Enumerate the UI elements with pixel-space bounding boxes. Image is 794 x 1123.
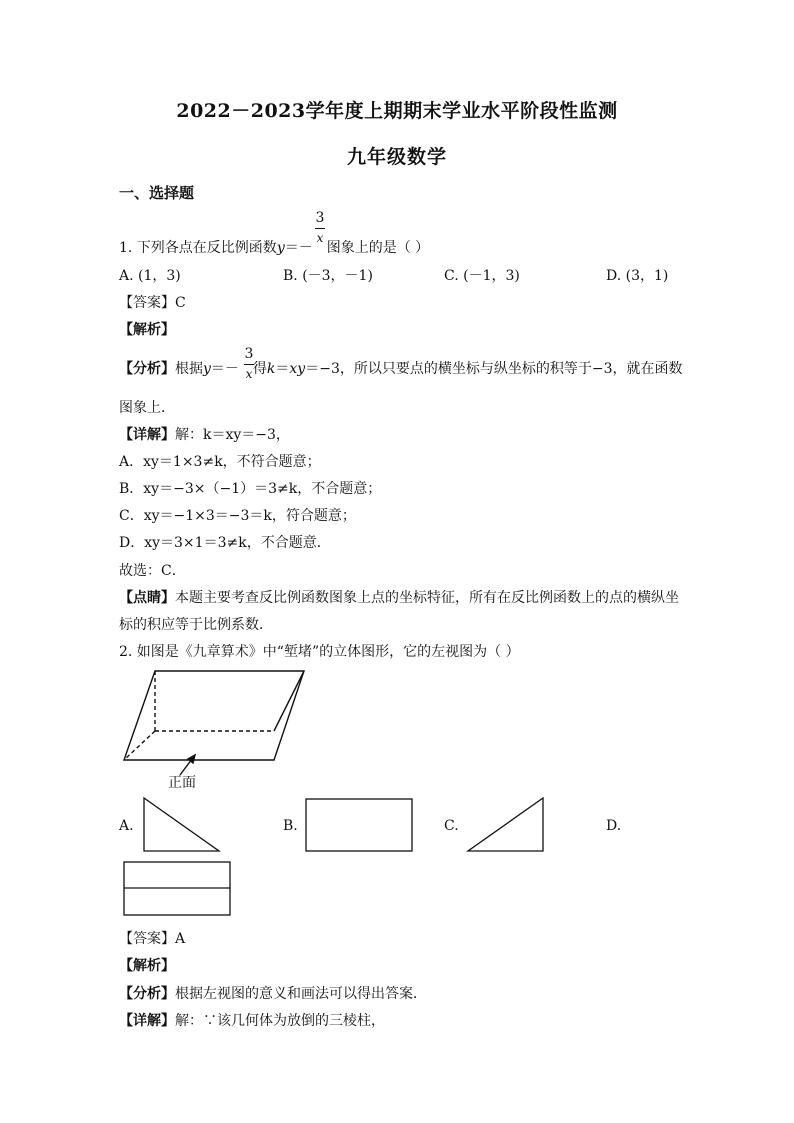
q1-option-b: B. (－3，－1)	[283, 268, 373, 284]
q1-detail-b: B．xy＝−3×（−1）＝3≠k，不合题意；	[119, 481, 382, 497]
q1-fenxi-y: y	[203, 361, 211, 377]
option-c-triangle	[468, 798, 543, 851]
q2-detail-text: 解：∵该几何体为放倒的三棱柱，	[175, 1013, 385, 1029]
q1-fenxi-b: 得	[252, 361, 267, 377]
q1-detail-tag: 【详解】	[119, 427, 175, 443]
q2-option-b-label: B.	[283, 818, 298, 834]
q2-answer: 【答案】A	[119, 931, 186, 947]
prism-front-face	[124, 671, 304, 760]
q1-detail-text: 解：k＝xy＝−3，	[175, 427, 290, 443]
option-b-rectangle	[306, 799, 412, 851]
q1-answer: 【答案】C	[119, 295, 186, 311]
q1-fenxi-xy: xy	[289, 361, 306, 377]
q1-detail-d: D．xy＝3×1＝3≠k，不合题意．	[119, 535, 331, 551]
q2-fenxi-tag: 【分析】	[119, 986, 175, 1002]
q1-stem-prefix: 1. 下列各点在反比例函数	[119, 240, 277, 256]
prism-back-edge	[274, 671, 304, 731]
section-heading: 一、选择题	[119, 184, 195, 202]
q1-fenxi-line2: 图象上．	[119, 400, 175, 416]
q2-option-d-label: D.	[606, 818, 622, 834]
q1-fenxi-eq: ＝－	[210, 361, 239, 377]
q1-option-c: C. (－1，3)	[444, 268, 520, 284]
q1-fenxi-a: 根据	[175, 361, 203, 377]
q1-fenxi-k: k	[266, 361, 276, 377]
q1-dianjing-line2: 标的积应等于比例系数．	[119, 617, 273, 633]
q1-fenxi-tag: 【分析】	[119, 361, 175, 377]
q2-fenxi	[119, 983, 427, 1003]
q1-option-d: D. (3，1)	[606, 268, 669, 284]
q1-analysis-heading: 【解析】	[119, 322, 175, 338]
q2-option-a-label: A.	[119, 818, 134, 834]
q1-fenxi-frac-num: 3	[244, 346, 254, 362]
q1-option-a: A. (1，3)	[119, 268, 181, 284]
q1-frac-den: x	[316, 231, 324, 245]
prism-figure	[124, 671, 304, 775]
q2-analysis-heading: 【解析】	[119, 958, 175, 974]
front-label: 正面	[168, 775, 196, 791]
q1-detail-c: C．xy＝−1×3＝−3＝k，符合题意；	[119, 508, 356, 524]
q2-option-c-label: C.	[444, 818, 459, 834]
q1-choice: 故选：C．	[119, 563, 186, 579]
q1-stem-y: y	[276, 240, 285, 256]
document-title: 2022－2023学年度上期期末学业水平阶段性监测	[176, 100, 618, 122]
q2-detail	[119, 1010, 385, 1030]
option-shapes	[124, 798, 543, 915]
q2-fenxi-text: 根据左视图的意义和画法可以得出答案．	[175, 986, 427, 1002]
document-subtitle: 九年级数学	[346, 146, 447, 168]
q1-fenxi-frac-den: x	[245, 367, 253, 381]
q1-dianjing-tag: 【点睛】	[119, 590, 175, 606]
q1-dianjing-text: 本题主要考查反比例函数图象上点的坐标特征，所有在反比例函数上的点的横纵坐	[175, 590, 679, 606]
q1-fenxi-d: ＝−3，所以只要点的横坐标与纵坐标的积等于−3，就在函数	[305, 361, 683, 377]
q1-stem-suffix: 图象上的是（ ）	[326, 240, 430, 256]
q1-stem-eq: ＝－	[284, 240, 313, 256]
q1-frac-num: 3	[315, 210, 325, 226]
q1-detail-a: A．xy＝1×3≠k，不符合题意；	[119, 454, 321, 470]
q2-detail-tag: 【详解】	[119, 1013, 175, 1029]
q1-fenxi-c: ＝	[275, 361, 290, 377]
option-a-triangle	[144, 798, 219, 851]
q2-stem: 2. 如图是《九章算术》中“堑堵”的立体图形，它的左视图为（ ）	[119, 644, 520, 660]
